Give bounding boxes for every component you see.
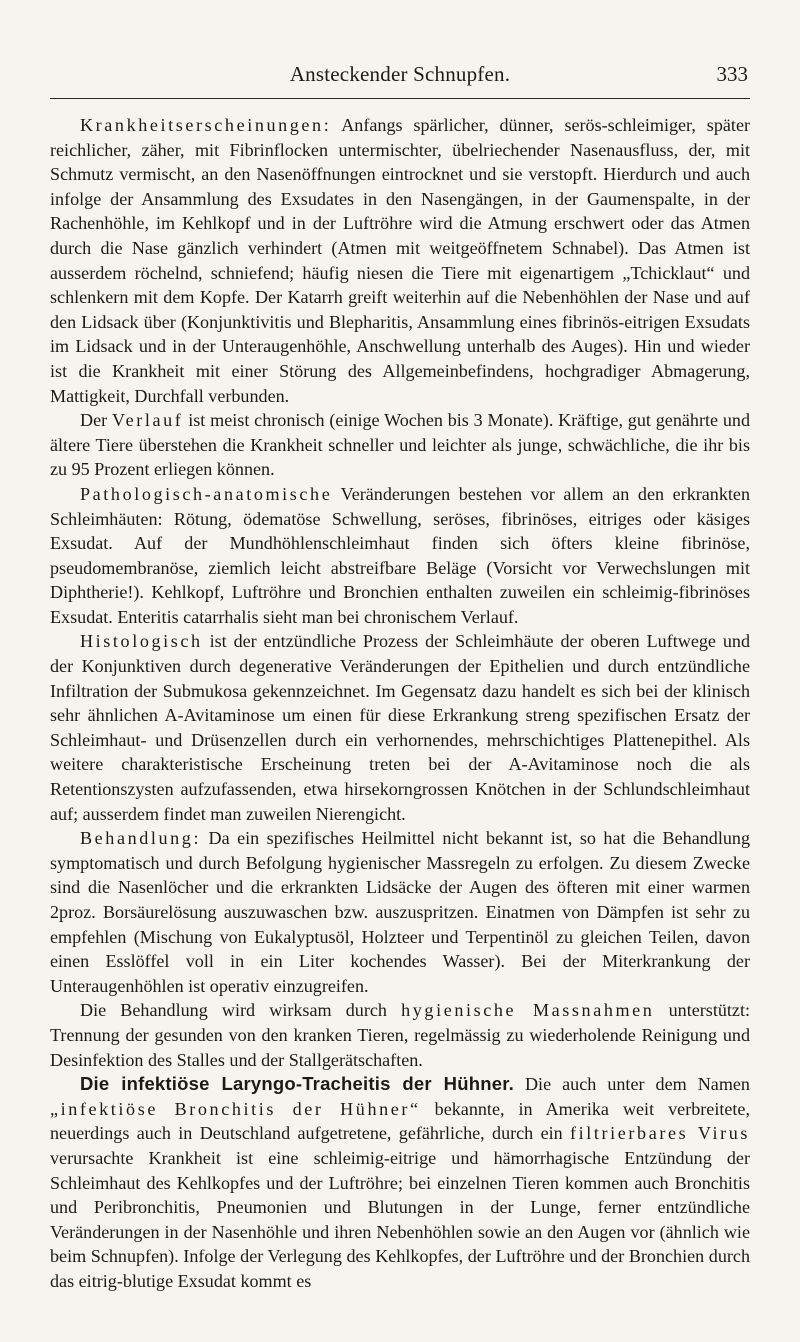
section-lead-histology: Histologisch	[80, 631, 203, 652]
paragraph-histology	[50, 629, 750, 826]
page-header	[50, 58, 750, 99]
section-heading-laryngotracheitis: Die infektiöse Laryngo-Tracheitis der Hühner.	[80, 1073, 514, 1095]
paragraph-text: unterstützt: Trennung der gesunden von den kranken Tieren, regelmässig zu wiederholende Reinigung und Desinfektion des Stalles und der Stallgerätschaften.	[50, 1000, 751, 1070]
paragraph-hygiene	[50, 998, 750, 1072]
spaced-term-bronchitis: „infektiöse Bronchitis der Hühner“	[50, 1098, 421, 1119]
paragraph-treatment	[50, 826, 750, 998]
section-lead-treatment: Behandlung:	[80, 828, 202, 849]
paragraph-pre: Der	[80, 410, 112, 431]
paragraph-text: Da ein spezifisches Heilmittel nicht bekannt ist, so hat die Behandlung symptomatisch und durch Befolgung hygienischer Massregeln zu erfolgen. Zu diesem Zwecke sind die Nasenlöcher und die erkrankten Lidsäcke der Augen des öfteren mit einer warmen 2proz. Borsäurelösung auszuwaschen bzw. auszuspritzen. Einatmen von Dämpfen ist sehr zu empfehlen (Mischung von Eukalyptusöl, Holzteer und Terpentinöl zu gleichen Teilen, davon einen Esslöffel voll in ein Liter kochendes Wasser). Bei der Miterkrankung der Unteraugenhöhlen ist operativ einzugreifen.	[50, 828, 750, 996]
section-lead-pathology: Pathologisch-anatomische	[80, 483, 333, 504]
paragraph-text: ist der entzündliche Prozess der Schleimhäute der oberen Luftwege und der Konjunktiven durch degenerative Veränderungen der Epithelien und durch entzündliche Infiltration der Submukosa gekennzeichnet. Im Gegensatz dazu handelt es sich bei der klinisch sehr ähnlichen A-Avitaminose um einen für diese Erkrankung streng spezifischen Ersatz der Schleimhaut- und Drüsenzellen durch ein verhornendes, mehrschichtiges Plattenepithel. Als weitere charakteristische Erscheinung treten bei der A-Avitaminose noch die als Retentionszysten aufzufassenden, etwa hirsekorngrossen Knötchen in der Schlundschleimhaut auf; ausserdem findet man zuweilen Nierengicht.	[50, 631, 750, 824]
paragraph-text: verursachte Krankheit ist eine schleimig-eitrige und hämorrhagische Entzündung der Schleimhaut des Kehlkopfes und der Luftröhre; bei einzelnen Tieren kommen auch Bronchitis und Peribronchitis, Pneumonien und Blutungen in der Lunge, ferner entzündliche Veränderungen in der Nasenhöhle und ihren Nebenhöhlen sowie an den Augen vor (ähnlich wie beim Schnupfen). Infolge der Verlegung des Kehlkopfes, der Luftröhre und der Bronchien durch das eitrig-blutige Exsudat kommt es	[50, 1147, 750, 1291]
spaced-term-virus: filtrierbares Virus	[570, 1123, 750, 1144]
running-title: Ansteckender Schnupfen.	[289, 62, 511, 86]
paragraph-symptoms	[50, 113, 750, 408]
paragraph-pre: Die Behandlung wird wirksam durch	[80, 1000, 402, 1021]
section-lead-symptoms: Krankheitserscheinungen:	[80, 115, 332, 135]
paragraph-course	[50, 408, 750, 482]
paragraph-pathology	[50, 482, 750, 630]
section-lead-hygiene: hygienische Massnahmen	[401, 1000, 655, 1021]
body-text	[50, 113, 750, 1294]
paragraph-text: Die auch unter dem Namen	[513, 1074, 750, 1095]
paragraph-text: Anfangs spärlicher, dünner, serös-schleimiger, später reichlicher, zäher, mit Fibrinflocken untermischter, übelriechender Nasenausfluss, der, mit Schmutz vermischt, an den Nasenöffnungen eintrocknet und sie verstopft. Hierdurch und auch infolge der Ansammlung des Exsudates in den Nasengängen, in der Gaumenspalte, in der Rachenhöhle, im Kehlkopf und in der Luftröhre wird die Atmung erschwert oder das Atmen durch die Nase gänzlich verhindert (Atmen mit weitgeöffnetem Schnabel). Das Atmen ist ausserdem röchelnd, schniefend; häufig niesen die Tiere mit eigenartigem „Tchicklaut“ und schlenkern mit dem Kopfe. Der Katarrh greift weiterhin auf die Nebenhöhlen der Nase und auf den Lidsack über (Konjunktivitis und Blepharitis, Ansammlung eines fibrinös-eitrigen Exsudats im Lidsack und in der Unteraugenhöhle, Anschwellung unterhalb des Auges). Hin und wieder ist die Krankheit mit einer Störung des Allgemeinbefindens, hochgradiger Abmagerung, Mattigkeit, Durchfall verbunden.	[50, 115, 750, 406]
paragraph-text: ist meist chronisch (einige Wochen bis 3 Monate). Kräftige, gut genährte und ältere Tiere überstehen die Krankheit schneller und leichter als junge, schwächliche, die ihr bis zu 95 Prozent erliegen können.	[50, 410, 750, 480]
section-lead-course: Verlauf	[111, 410, 184, 431]
paragraph-text: bekannte, in Amerika weit verbreitete, neuerdings auch in Deutschland aufgetretene, gefährliche, durch ein	[50, 1098, 750, 1144]
paragraph-text: Veränderungen bestehen vor allem an den erkrankten Schleimhäuten: Rötung, ödematöse Schwellung, seröses, fibrinöses, eitriges oder käsiges Exsudat. Auf der Mundhöhlenschleimhaut finden sich öfters kleine fibrinöse, pseudomembranöse, ziemlich leicht abstreifbare Beläge (Vorsicht vor Verwechslungen mit Diphtherie!). Kehlkopf, Luftröhre und Bronchien enthalten zuweilen ein schleimig-fibrinöses Exsudat. Enteritis catarrhalis sieht man bei chronischem Verlauf.	[50, 483, 750, 627]
paragraph-laryngotracheitis	[50, 1072, 750, 1293]
page-number: 333	[716, 62, 748, 86]
